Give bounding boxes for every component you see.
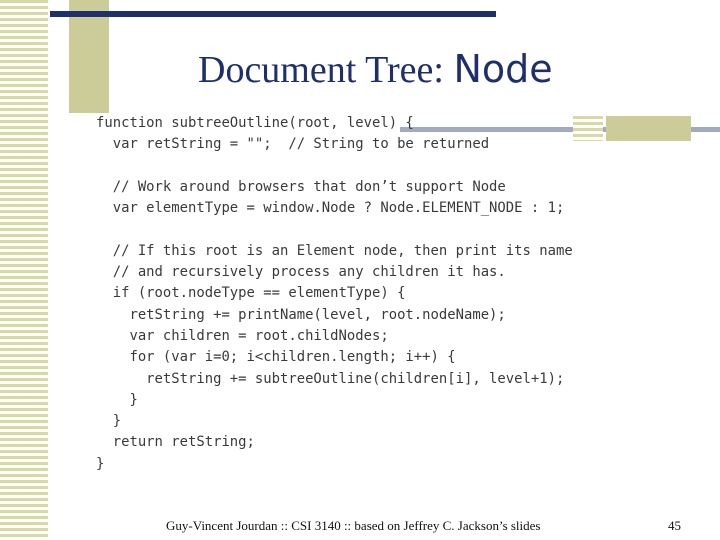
code-line: }: [96, 413, 122, 430]
code-line: [96, 156, 696, 177]
code-line: // If this root is an Element node, then print its name: [96, 242, 573, 259]
code-line: [96, 219, 696, 240]
code-line: // and recursively process any children it has.: [96, 264, 506, 281]
code-line: var retString = ""; // String to be returned: [96, 136, 490, 153]
code-line: retString += printName(level, root.nodeName);: [96, 306, 506, 323]
slide-title-main: Document Tree:: [198, 49, 454, 91]
code-line: // Work around browsers that don’t support Node: [96, 178, 506, 195]
slide-footer: Guy-Vincent Jourdan :: CSI 3140 :: based on Jeffrey C. Jackson’s slides: [166, 518, 541, 533]
left-decorative-stripes: [0, 0, 48, 540]
code-line: function subtreeOutline(root, level) {: [96, 115, 414, 131]
page-number: 45: [668, 518, 681, 533]
slide-title: [198, 44, 668, 94]
code-line: return retString;: [96, 434, 255, 451]
code-listing: [96, 113, 696, 483]
code-line: for (var i=0; i<children.length; i++) {: [96, 349, 456, 366]
slide-title-node: Node: [453, 47, 553, 91]
code-line: }: [96, 455, 105, 472]
code-line: retString += subtreeOutline(children[i], level+1);: [96, 370, 565, 387]
code-line: var elementType = window.Node ? Node.ELEMENT_NODE : 1;: [96, 200, 565, 217]
code-line: }: [96, 391, 138, 408]
code-line: var children = root.childNodes;: [96, 327, 389, 344]
top-title-rule: [50, 11, 496, 17]
code-line: if (root.nodeType == elementType) {: [96, 285, 406, 302]
